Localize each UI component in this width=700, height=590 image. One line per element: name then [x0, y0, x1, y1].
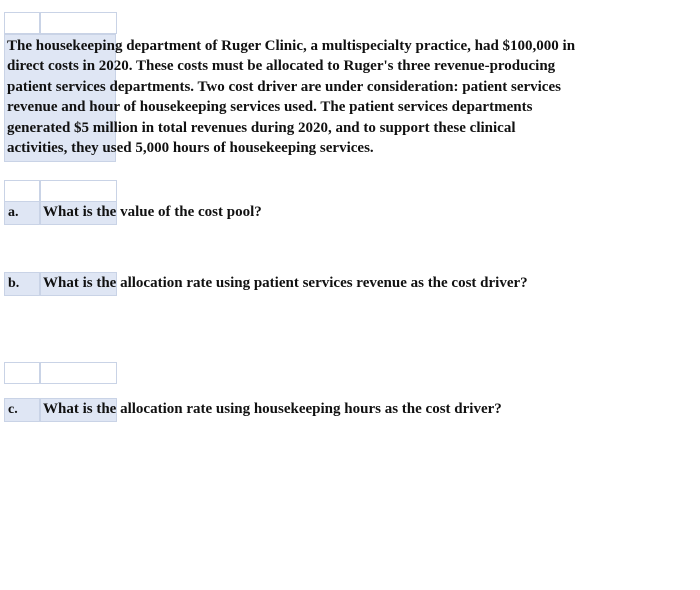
grid-cell [40, 362, 117, 384]
grid-cell [40, 12, 117, 34]
question-letter: b. [8, 276, 20, 291]
grid-cell [4, 362, 40, 384]
grid-cell [4, 12, 40, 34]
question-text: What is the value of the cost pool? [43, 204, 262, 220]
question-letter: a. [8, 205, 19, 220]
problem-statement: The housekeeping department of Ruger Clinic, a multispecialty practice, had $100,000 in direct costs in 2020. These costs must be allocated to Ruger's three revenue-producing patient services departments. Two cost driver are under consideration: patient services revenue and hour of housekeeping services used. The patient services departments generated $5 million in total revenues during 2020, and to support these clinical activities, they used 5,000 hours of housekeeping services. [7, 38, 576, 157]
grid-cell [4, 180, 40, 202]
question-text: What is the allocation rate using housekeeping hours as the cost driver? [43, 401, 502, 417]
question-letter: c. [8, 402, 18, 417]
question-text: What is the allocation rate using patient services revenue as the cost driver? [43, 275, 528, 291]
grid-cell [40, 180, 117, 202]
